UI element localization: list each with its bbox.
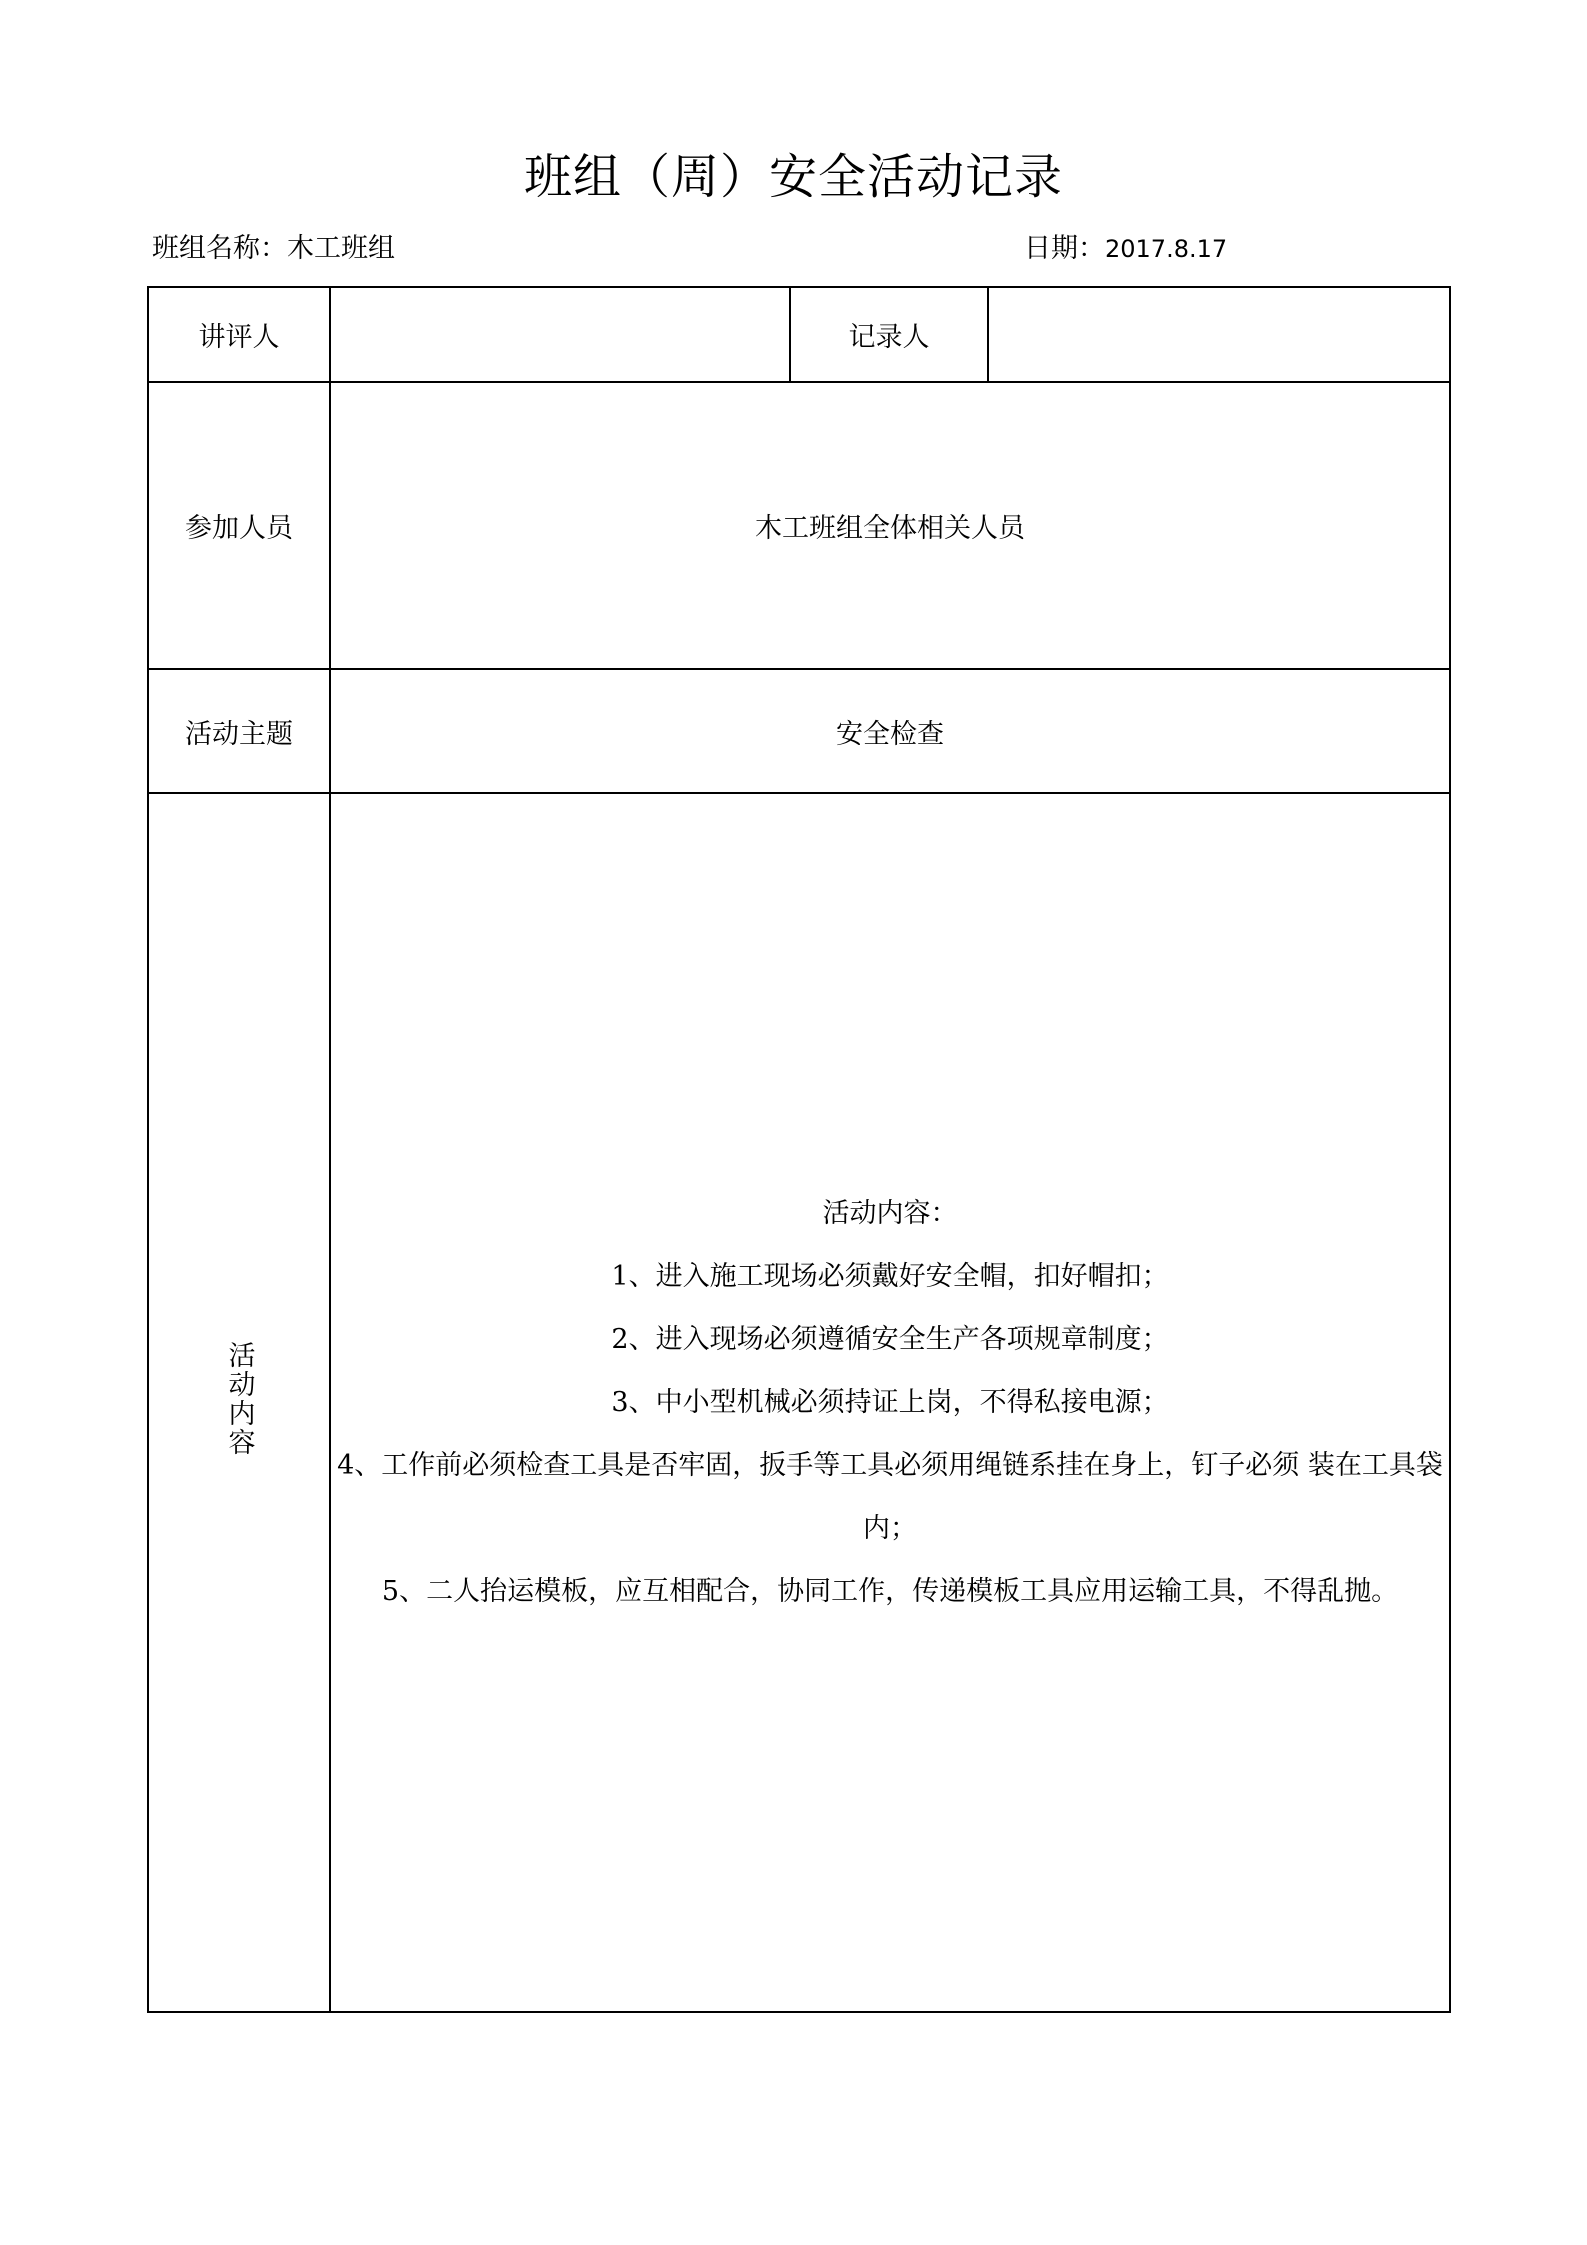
date-value: 2017.8.17 [1105, 235, 1228, 263]
team-name-value: 木工班组 [287, 233, 395, 264]
content-label-cell [148, 793, 330, 2012]
reviewer-label: 讲评人 [148, 287, 330, 382]
reviewer-row [148, 287, 1450, 382]
content-body [330, 793, 1450, 2012]
theme-row [148, 669, 1450, 793]
page-title: 班组（周）安全活动记录 [523, 149, 1063, 205]
content-label: 活动内容 [223, 1341, 255, 1457]
content-heading: 活动内容： [822, 1198, 958, 1229]
participants-value: 木工班组全体相关人员 [330, 382, 1450, 669]
content-item: 5、二人抬运模板，应互相配合，协同工作，传递模板工具应用运输工具，不得乱抛。 [381, 1576, 1399, 1607]
participants-row [148, 382, 1450, 669]
content-item: 3、中小型机械必须持证上岗，不得私接电源； [611, 1387, 1169, 1418]
record-date [1024, 226, 1227, 265]
content-item: 1、进入施工现场必须戴好安全帽，扣好帽扣； [611, 1261, 1169, 1292]
activity-record-table [147, 286, 1451, 2013]
theme-value: 安全检查 [330, 669, 1450, 793]
participants-label: 参加人员 [148, 382, 330, 669]
reviewer-value-cell[interactable] [330, 287, 790, 382]
theme-label: 活动主题 [148, 669, 330, 793]
content-item: 4、工作前必须检查工具是否牢固，扳手等工具必须用绳链系挂在身上，钉子必须 装在工具袋内； [337, 1450, 1443, 1544]
team-name-label: 班组名称： [152, 233, 287, 264]
date-label: 日期： [1024, 233, 1105, 264]
content-row [148, 793, 1450, 2012]
content-item: 2、进入现场必须遵循安全生产各项规章制度； [611, 1324, 1169, 1355]
recorder-value-cell[interactable] [988, 287, 1450, 382]
team-name [152, 226, 395, 265]
recorder-label: 记录人 [790, 287, 988, 382]
